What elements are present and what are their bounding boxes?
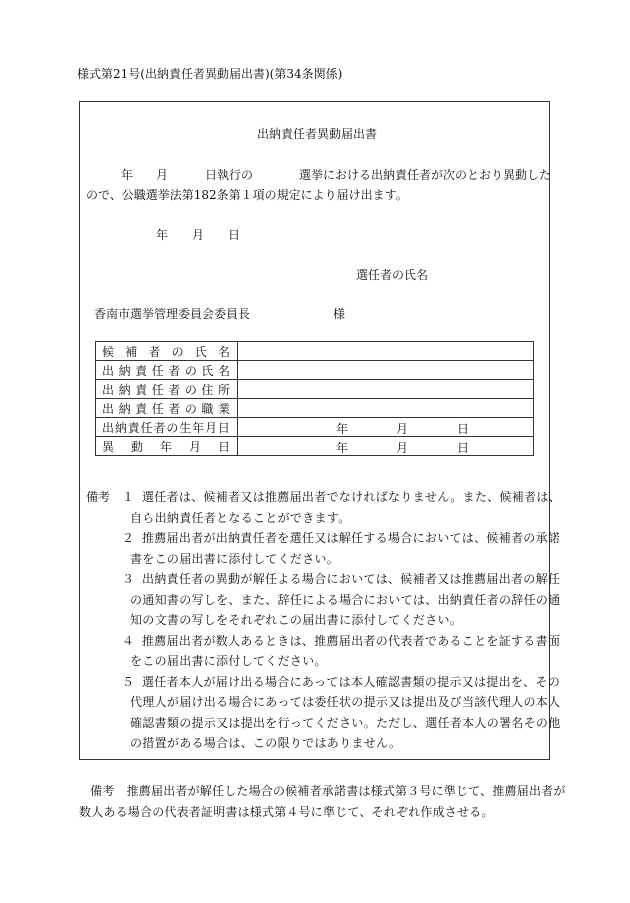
remark-line: の措置がある場合は、この限りではありません。: [130, 736, 402, 750]
label-char: 名: [217, 344, 230, 359]
label-char: 納: [114, 420, 127, 435]
label-char: 者: [168, 401, 181, 416]
remark-line: 出納責任者の異動が解任よる場合においては、候補者又は推薦届出者の解任: [142, 572, 561, 586]
remark-line: 確認書類の提示又は提出を行ってください。ただし、選任者本人の署名その他: [130, 715, 561, 730]
row-label: [96, 418, 238, 437]
label-char: 者: [168, 382, 181, 397]
remark-number: １: [122, 490, 135, 504]
row-label: [96, 361, 238, 380]
change-month-label: 月: [396, 441, 409, 455]
row-label-text: [102, 381, 230, 398]
label-char: 生: [179, 420, 192, 435]
treasurer-address-field[interactable]: [238, 380, 534, 399]
row-label: [96, 342, 238, 361]
label-char: 任: [151, 382, 164, 397]
label-char: 業: [217, 401, 230, 416]
label-char: 住: [201, 382, 214, 397]
label-char: 年: [192, 420, 205, 435]
label-char: 責: [135, 363, 148, 378]
label-char: 日: [217, 420, 230, 435]
change-day-label: 日: [457, 441, 470, 455]
label-char: 納: [118, 401, 131, 416]
table-row: [96, 437, 534, 456]
birth-month-label: 月: [396, 422, 409, 436]
label-char: 職: [201, 401, 214, 416]
label-char: の: [184, 401, 197, 416]
label-char: 出: [102, 420, 115, 435]
intro-text-line1: 選挙における出納責任者が次のとおり異動した: [299, 168, 552, 182]
label-char: の: [184, 363, 197, 378]
label-char: 月: [205, 420, 218, 435]
intro-text-line2: ので、公職選挙法第182条第１項の規定により届け出ます。: [86, 188, 408, 202]
remark-line: 知の文書の写しをそれぞれこの届出書に添付してください。: [130, 613, 463, 627]
label-char: 氏: [201, 363, 214, 378]
remark-line: 推薦届出者が数人あるときは、推薦届出者の代表者であることを証する書面: [142, 633, 561, 648]
label-char: 異: [102, 439, 115, 454]
intro-year: 年: [121, 168, 134, 182]
row-label-text: [102, 400, 230, 417]
label-char: 者: [148, 344, 161, 359]
label-char: 出: [102, 363, 115, 378]
treasurer-name-field[interactable]: [238, 361, 534, 380]
candidate-name-field[interactable]: [238, 342, 534, 361]
label-char: 動: [130, 439, 143, 454]
label-char: 出: [102, 382, 115, 397]
footer-note-line1: 備考 推薦届出者が解任した場合の候補者承諾書は様式第３号に準じて、推薦届出者が: [90, 784, 566, 798]
label-char: 任: [151, 401, 164, 416]
change-date-field[interactable]: [238, 437, 534, 456]
table-row: [96, 418, 534, 437]
label-char: 責: [127, 420, 140, 435]
label-char: 責: [135, 382, 148, 397]
label-char: 日: [217, 439, 230, 454]
label-char: 候: [102, 344, 115, 359]
remark-line: 代理人が届け出る場合にあっては委任状の提示又は提出及び当該代理人の本人: [130, 695, 561, 709]
table-row: [96, 380, 534, 399]
date-day: 日: [228, 228, 241, 242]
remark-line: の通知書の写しを、また、辞任による場合においては、出納責任者の辞任の通: [130, 592, 561, 607]
label-char: 納: [118, 363, 131, 378]
label-char: 所: [217, 382, 230, 397]
table-row: [96, 399, 534, 418]
label-char: 月: [188, 439, 201, 454]
remark-line: 選任者は、候補者又は推薦届出者でなければなりません。また、候補者は、: [142, 490, 561, 504]
label-char: 名: [217, 363, 230, 378]
row-label: [96, 380, 238, 399]
remark-line: 選任者本人が届け出る場合にあっては本人確認書類の提示又は提出を、その: [142, 674, 561, 689]
change-year-label: 年: [336, 441, 349, 455]
footer-note-line2: 数人ある場合の代表者証明書は様式第４号に準じて、それぞれ作成させる。: [79, 805, 494, 819]
label-char: 納: [118, 382, 131, 397]
date-month: 月: [192, 228, 205, 242]
form-number: 様式第21号(出納責任者異動届出書)(第34条関係): [77, 67, 343, 81]
form-title: 出納責任者異動届出書: [257, 127, 378, 141]
remarks-heading: 備考: [86, 490, 111, 504]
table-row: [96, 361, 534, 380]
row-label: [96, 437, 238, 456]
remark-number: ２: [122, 531, 135, 545]
label-char: 氏: [194, 344, 207, 359]
birthdate-field[interactable]: [238, 418, 534, 437]
birth-day-label: 日: [457, 422, 470, 436]
label-char: 年: [159, 439, 172, 454]
date-year: 年: [156, 228, 169, 242]
row-label-text: [102, 362, 230, 379]
table-row: [96, 342, 534, 361]
row-label-text: [102, 419, 230, 436]
label-char: の: [171, 344, 184, 359]
remark-line: 自ら出納責任者となることができます。: [130, 510, 351, 525]
remark-number: ５: [122, 674, 135, 689]
remark-line: をこの届出書に添付してください。: [130, 654, 327, 668]
label-char: 責: [135, 401, 148, 416]
label-char: 者: [168, 363, 181, 378]
label-char: 任: [151, 363, 164, 378]
remark-number: ４: [122, 633, 135, 648]
label-char: の: [184, 382, 197, 397]
label-char: 出: [102, 401, 115, 416]
treasurer-occupation-field[interactable]: [238, 399, 534, 418]
label-char: 任: [140, 420, 153, 435]
remark-number: ３: [122, 572, 135, 586]
intro-month: 月: [156, 168, 169, 182]
remark-line: 書をこの届出書に添付してください。: [130, 551, 340, 566]
row-label-text: [102, 438, 230, 455]
label-char: の: [166, 420, 179, 435]
honorific: 様: [333, 307, 346, 321]
addressee: 香南市選挙管理委員会委員長: [94, 307, 251, 321]
label-char: 者: [153, 420, 166, 435]
info-table: [95, 341, 534, 456]
remark-line: 推薦届出者が出納責任者を選任又は解任する場合においては、候補者の承諾: [142, 531, 561, 545]
row-label: [96, 399, 238, 418]
intro-day: 日執行の: [205, 168, 254, 182]
birth-year-label: 年: [336, 422, 349, 436]
signer-label: 選任者の氏名: [356, 268, 429, 282]
label-char: 補: [125, 344, 138, 359]
row-label-text: [102, 343, 230, 360]
